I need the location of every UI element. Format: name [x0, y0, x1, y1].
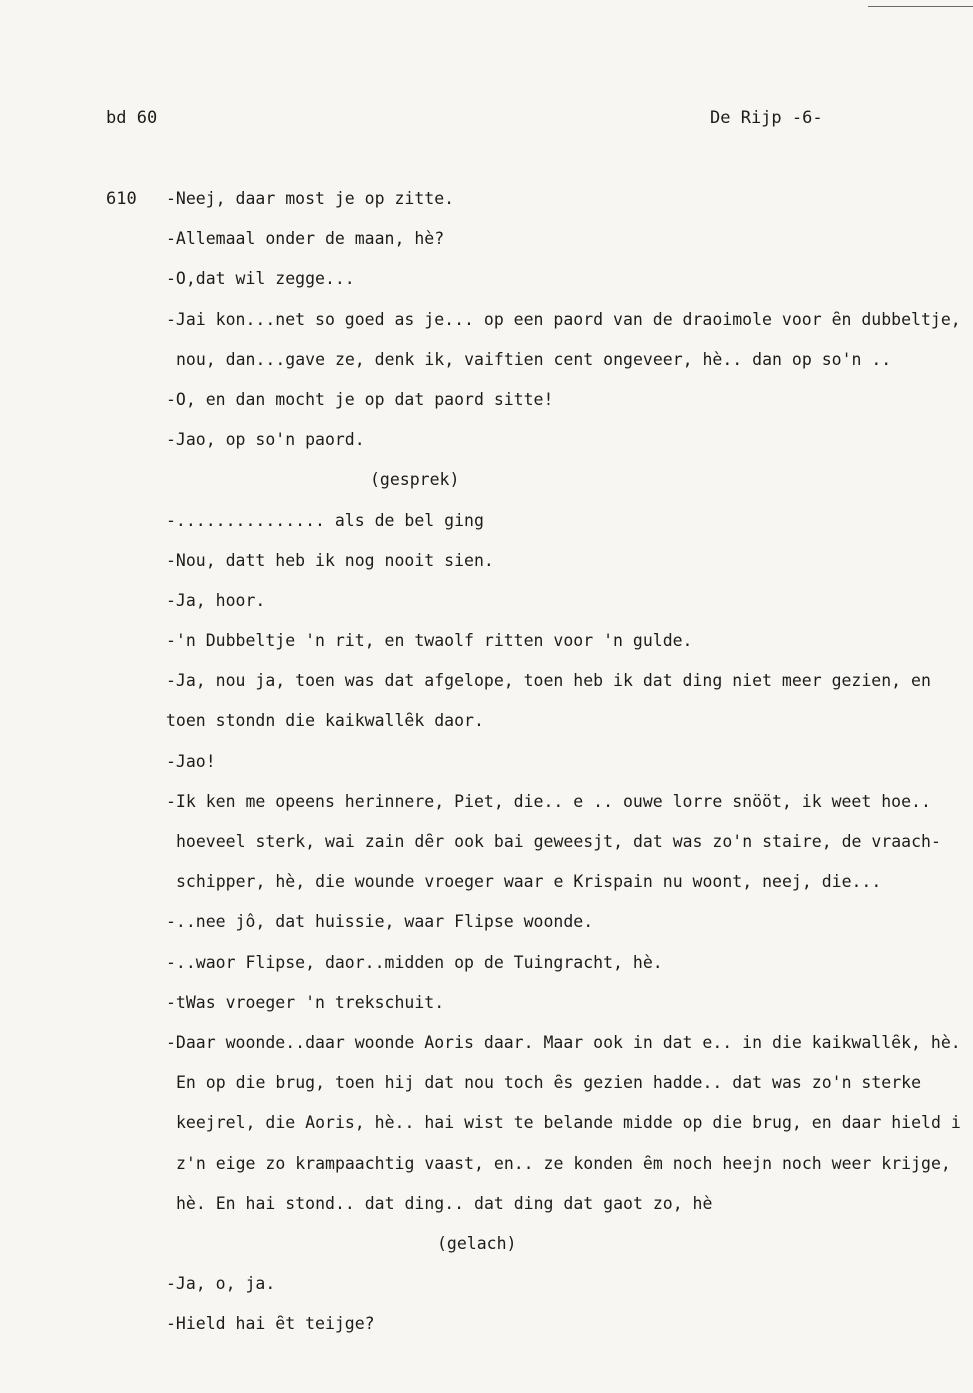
transcript-line — [0, 309, 973, 349]
transcript-line — [0, 1313, 973, 1353]
stage-direction — [0, 469, 973, 509]
transcript-line-text: -Daar woonde..daar woonde Aoris daar. Maar ook in dat e.. in die kaikwallȇk, hè. — [166, 1032, 961, 1052]
stage-direction — [0, 1233, 973, 1273]
transcript-line — [0, 992, 973, 1032]
transcript-line-text: z'n eige zo krampaachtig vaast, en.. ze konden ȇm noch heejn noch weer krijge, — [176, 1153, 951, 1173]
transcript-line — [0, 1032, 973, 1072]
transcript-line — [0, 590, 973, 630]
line-number: 610 — [106, 189, 137, 209]
transcript-line-text: -tWas vroeger 'n trekschuit. — [166, 992, 445, 1012]
transcript-line — [0, 268, 973, 308]
transcript-line — [0, 831, 973, 871]
transcript-line-text: keejrel, die Aoris, hè.. hai wist te belande midde op die brug, en daar hield i — [176, 1113, 961, 1133]
transcript-line — [0, 871, 973, 911]
page-title: De Rijp -6- — [710, 108, 823, 128]
transcript-line — [0, 228, 973, 268]
transcript-line-text: -Hield hai ȇt teijge? — [166, 1314, 375, 1334]
top-edge-rule — [868, 6, 973, 7]
transcript-line-text: schipper, hè, die wounde vroeger waar e Krispain nu woont, neej, die... — [176, 872, 882, 892]
transcript-line-text: -Jai kon...net so goed as je... op een paord van de draoimole voor ȇn dubbeltje, — [166, 309, 961, 329]
transcript-line — [0, 429, 973, 469]
transcript-line-text: -Ik ken me opeens herinnere, Piet, die.. e .. ouwe lorre snööt, ik weet hoe.. — [166, 791, 931, 811]
transcript-line-text: (gelach) — [437, 1233, 517, 1253]
transcript-line — [0, 510, 973, 550]
transcript-line — [0, 389, 973, 429]
transcript-line — [0, 710, 973, 750]
transcript-line-text: hoeveel sterk, wai zain dȇr ook bai geweesjt, dat was zo'n staire, de vraach- — [176, 832, 941, 851]
transcript-line — [0, 751, 973, 791]
transcript-line-text: -Ja, nou ja, toen was dat afgelope, toen heb ik dat ding niet meer gezien, en — [166, 671, 931, 691]
transcript-line-text: -O, en dan mocht je op dat paord sitte! — [166, 389, 554, 409]
transcript-line — [0, 188, 973, 228]
transcript-line-text: -Ja, o, ja. — [166, 1274, 276, 1294]
transcript-line-text: -..nee jô, dat huissie, waar Flipse woonde. — [166, 912, 594, 932]
page-code: bd 60 — [106, 108, 158, 128]
transcript-line-text: -Jao, op so'n paord. — [166, 430, 365, 450]
transcript-line — [0, 670, 973, 710]
transcript-line-text: En op die brug, toen hij dat nou toch ȇs gezien hadde.. dat was zo'n sterke — [176, 1073, 922, 1093]
transcript-line-text: -............... als de bel ging — [166, 510, 484, 530]
transcript-line — [0, 1112, 973, 1152]
transcript-line — [0, 911, 973, 951]
transcript-line-text: -Ja, hoor. — [166, 590, 266, 610]
transcript-line-text: -O,dat wil zegge... — [166, 269, 355, 289]
transcript-line-text: toen stondn die kaikwallȇk daor. — [166, 711, 484, 731]
transcript-line — [0, 349, 973, 389]
transcript — [0, 188, 973, 1353]
transcript-line-text: -'n Dubbeltje 'n rit, en twaolf ritten voor 'n gulde. — [166, 631, 693, 651]
transcript-line — [0, 1072, 973, 1112]
transcript-line-text: -..waor Flipse, daor..midden op de Tuingracht, hè. — [166, 952, 663, 972]
transcript-line — [0, 791, 973, 831]
transcript-line-text: -Jao! — [166, 751, 216, 771]
transcript-line — [0, 1193, 973, 1233]
transcript-line — [0, 952, 973, 992]
transcript-line — [0, 550, 973, 590]
transcript-line — [0, 1273, 973, 1313]
transcript-line-text: -Neej, daar most je op zitte. — [166, 189, 455, 208]
transcript-line-text: nou, dan...gave ze, denk ik, vaiftien cent ongeveer, hè.. dan op so'n .. — [176, 349, 892, 369]
transcript-line-text: -Nou, datt heb ik nog nooit sien. — [166, 550, 494, 570]
transcript-line — [0, 1153, 973, 1193]
transcript-line-text: (gesprek) — [370, 470, 460, 490]
transcript-line-text: hè. En hai stond.. dat ding.. dat ding dat gaot zo, hè — [176, 1193, 713, 1213]
transcript-line — [0, 630, 973, 670]
transcript-line-text: -Allemaal onder de maan, hè? — [166, 229, 445, 249]
